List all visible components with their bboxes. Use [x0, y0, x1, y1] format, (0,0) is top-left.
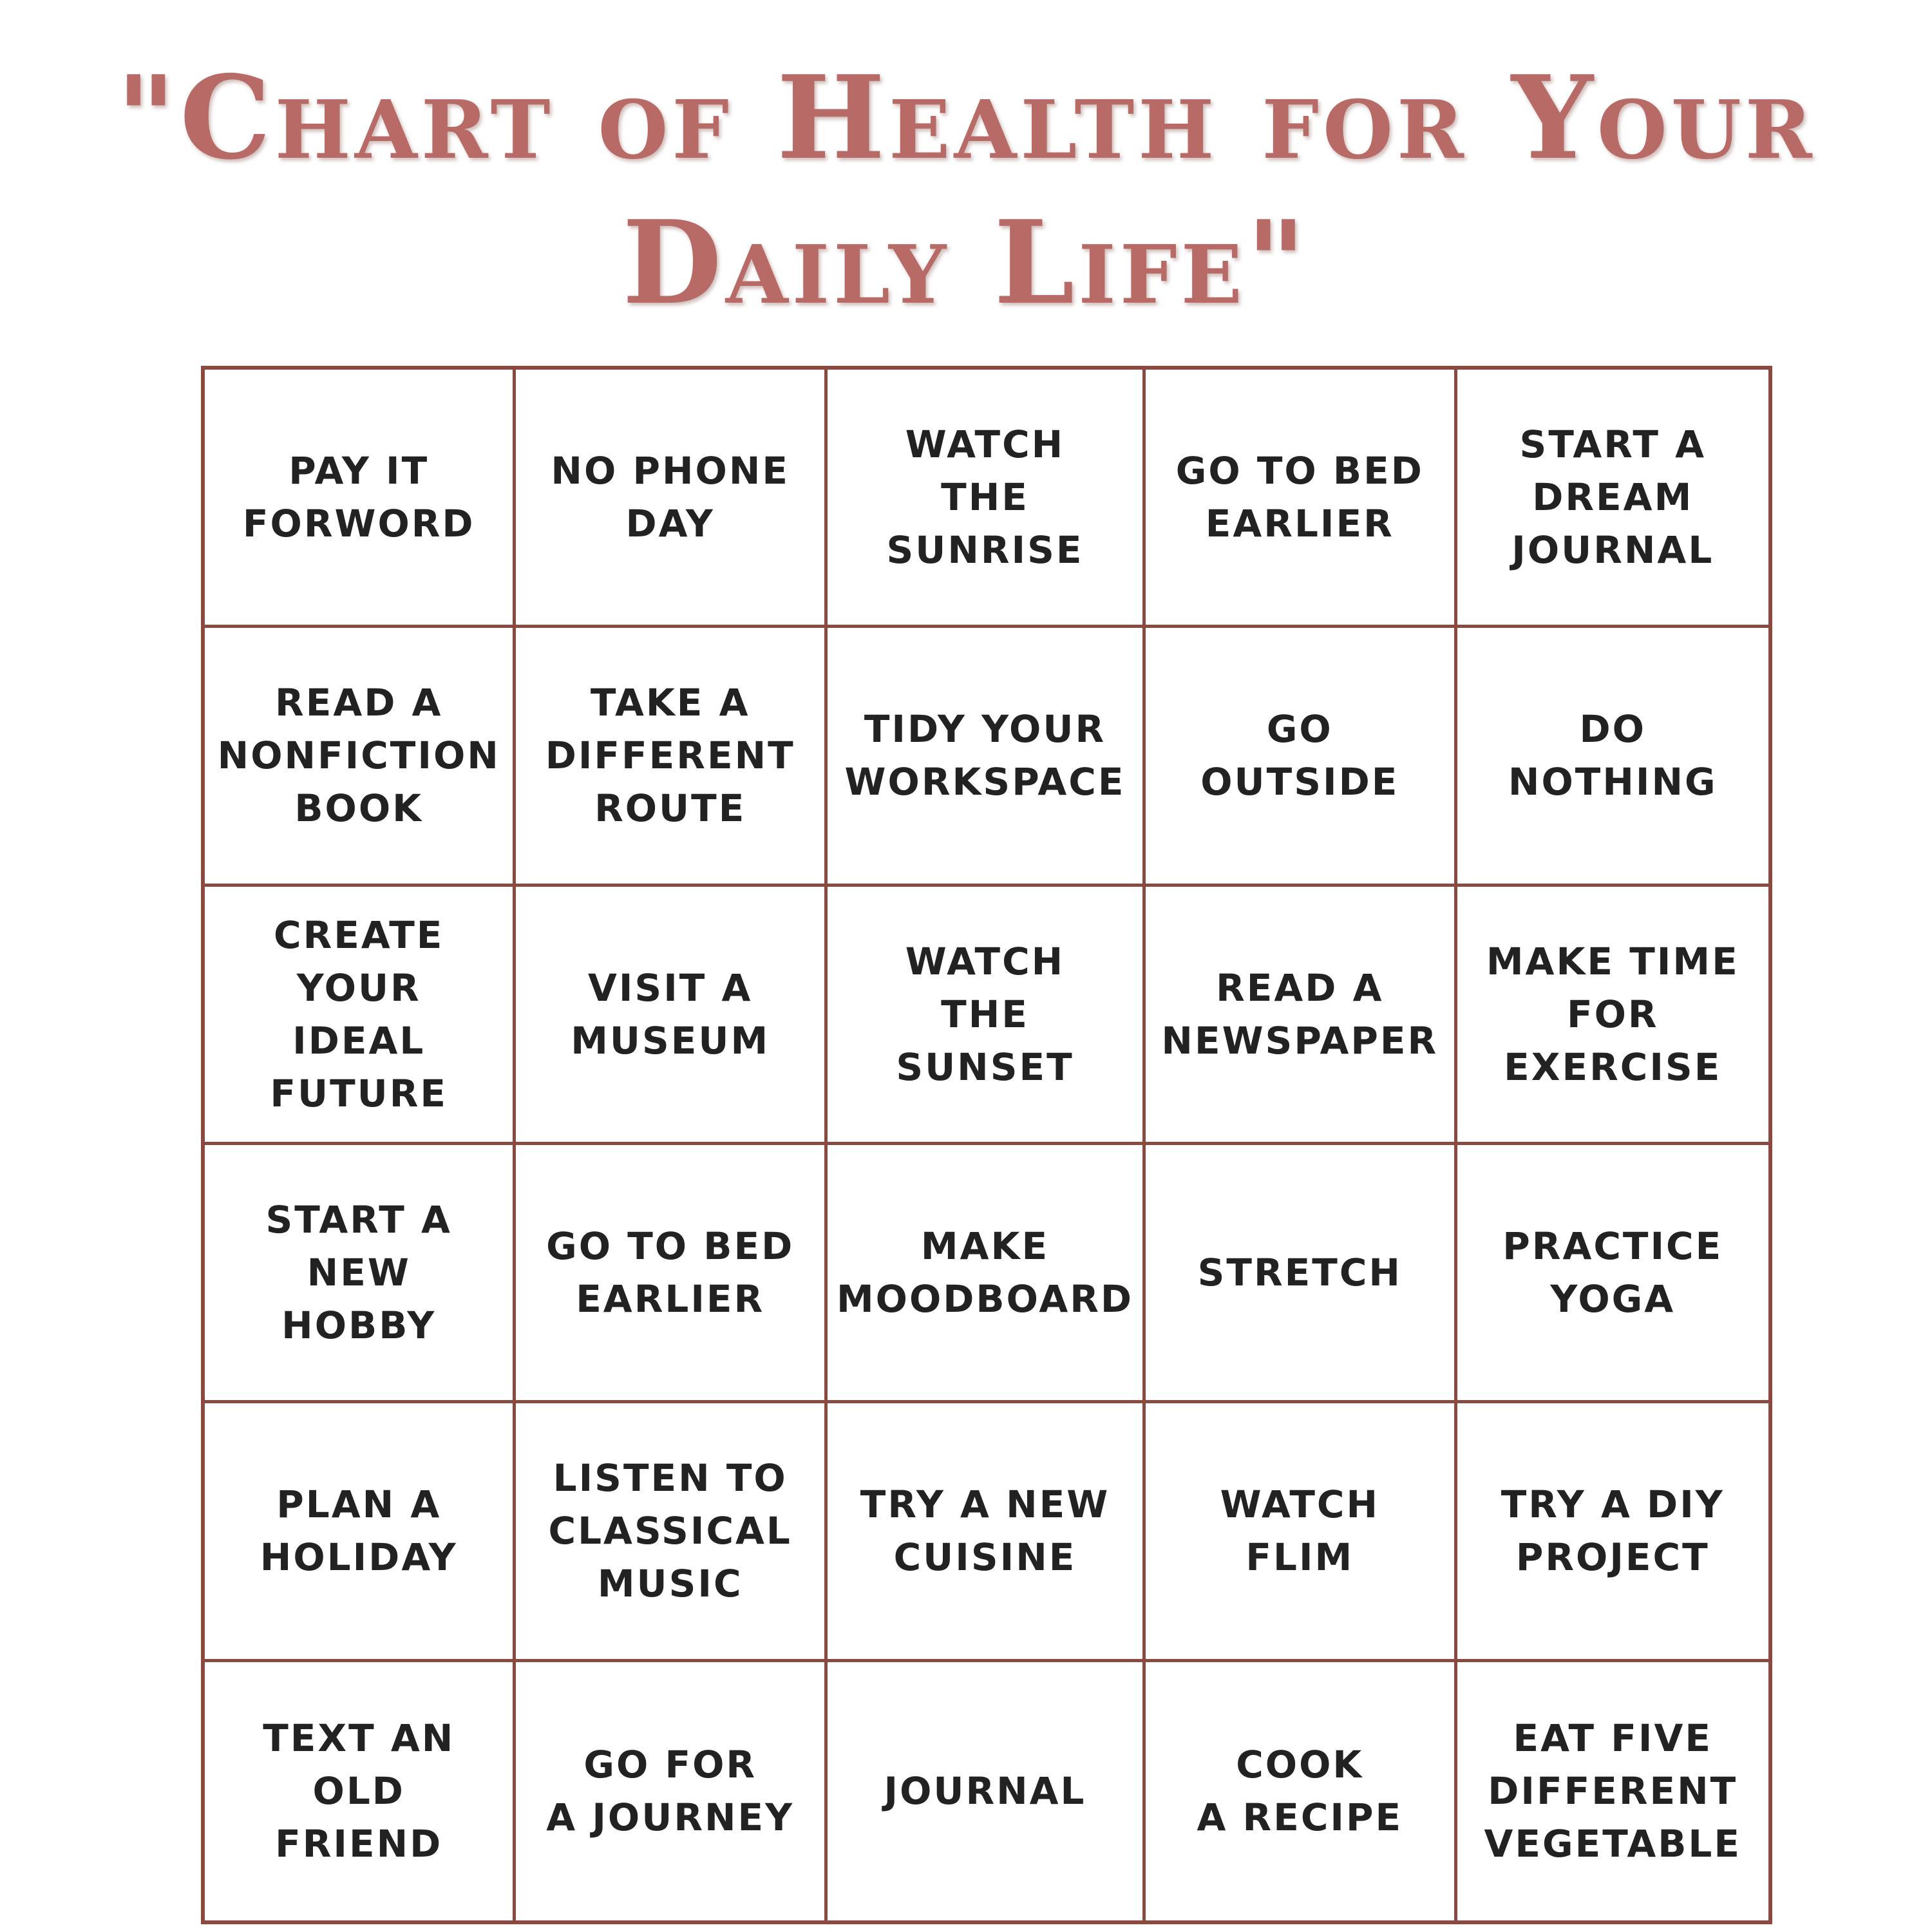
grid-cell-label: PRACTICE YOGA [1502, 1224, 1723, 1321]
grid-cell-label: CREATE YOUR IDEAL FUTURE [270, 913, 448, 1115]
grid-cell-r1-c1 [205, 370, 516, 628]
grid-cell-label: TAKE A DIFFERENT ROUTE [545, 681, 795, 831]
grid-cell-label: EAT FIVE DIFFERENT VEGETABLE [1484, 1716, 1741, 1866]
grid-cell-label: GO FOR A JOURNEY [546, 1743, 795, 1840]
grid-cell-r4-c4 [1146, 1145, 1457, 1403]
grid-cell-r2-c2 [516, 628, 827, 886]
grid-cell-label: TRY A NEW CUISINE [860, 1482, 1110, 1580]
grid-cell-label: START A NEW HOBBY [265, 1198, 452, 1348]
grid-cell-label: GO TO BED EARLIER [546, 1224, 795, 1321]
grid-cell-r3-c3 [828, 887, 1146, 1145]
grid-cell-r5-c2 [516, 1403, 827, 1662]
grid-cell-label: GO TO BED EARLIER [1175, 449, 1424, 546]
grid-cell-label: WATCH FLIM [1220, 1482, 1380, 1580]
grid-cell-label: VISIT A MUSEUM [571, 965, 770, 1063]
grid-cell-label: COOK A RECIPE [1197, 1743, 1403, 1840]
grid-cell-r2-c3 [828, 628, 1146, 886]
grid-cell-r3-c5 [1457, 887, 1768, 1145]
grid-cell-label: GO OUTSIDE [1200, 707, 1399, 804]
grid-cell-label: START A DREAM JOURNAL [1511, 422, 1714, 573]
grid-cell-r3-c1 [205, 887, 516, 1145]
grid-cell-label: PAY IT FORWORD [242, 449, 475, 546]
grid-cell-label: TEXT AN OLD FRIEND [263, 1716, 455, 1866]
grid-cell-r1-c5 [1457, 370, 1768, 628]
grid-cell-r6-c5 [1457, 1662, 1768, 1920]
grid-cell-r1-c3 [828, 370, 1146, 628]
grid-cell-label: PLAN A HOLIDAY [260, 1482, 458, 1580]
grid-cell-label: READ A NEWSPAPER [1161, 965, 1439, 1063]
grid-cell-r6-c4 [1146, 1662, 1457, 1920]
grid-cell-r4-c2 [516, 1145, 827, 1403]
grid-cell-r5-c4 [1146, 1403, 1457, 1662]
grid-cell-r6-c3 [828, 1662, 1146, 1920]
grid-cell-r5-c1 [205, 1403, 516, 1662]
grid-cell-r1-c2 [516, 370, 827, 628]
grid-cell-label: WATCH THE SUNSET [896, 939, 1074, 1089]
grid-cell-r6-c2 [516, 1662, 827, 1920]
grid-cell-label: TIDY YOUR WORKSPACE [844, 707, 1126, 804]
grid-cell-r1-c4 [1146, 370, 1457, 628]
grid-cell-r4-c5 [1457, 1145, 1768, 1403]
grid-cell-r2-c4 [1146, 628, 1457, 886]
grid-cell-r3-c2 [516, 887, 827, 1145]
grid-cell-r4-c3 [828, 1145, 1146, 1403]
grid-cell-r2-c1 [205, 628, 516, 886]
grid-cell-label: MAKE MOODBOARD [836, 1224, 1134, 1321]
grid-cell-label: LISTEN TO CLASSICAL MUSIC [548, 1456, 792, 1606]
grid-cell-r4-c1 [205, 1145, 516, 1403]
grid-cell-label: WATCH THE SUNRISE [886, 422, 1084, 573]
grid-cell-label: JOURNAL [884, 1769, 1086, 1814]
grid-cell-r6-c1 [205, 1662, 516, 1920]
page-title-line-1: "Chart of Health for Your [116, 50, 1816, 185]
grid-cell-label: READ A NONFICTION BOOK [217, 681, 500, 831]
grid-cell-label: TRY A DIY PROJECT [1501, 1482, 1725, 1580]
grid-cell-r2-c5 [1457, 628, 1768, 886]
habit-grid [201, 366, 1772, 1924]
grid-cell-r3-c4 [1146, 887, 1457, 1145]
grid-cell-label: MAKE TIME FOR EXERCISE [1486, 939, 1739, 1089]
page-title [0, 45, 1932, 335]
grid-cell-label: STRETCH [1197, 1251, 1402, 1295]
page-title-line-2: Daily Life" [622, 195, 1310, 330]
grid-cell-label: DO NOTHING [1508, 707, 1718, 804]
grid-cell-r5-c3 [828, 1403, 1146, 1662]
grid-cell-label: NO PHONE DAY [551, 449, 790, 546]
grid-cell-r5-c5 [1457, 1403, 1768, 1662]
